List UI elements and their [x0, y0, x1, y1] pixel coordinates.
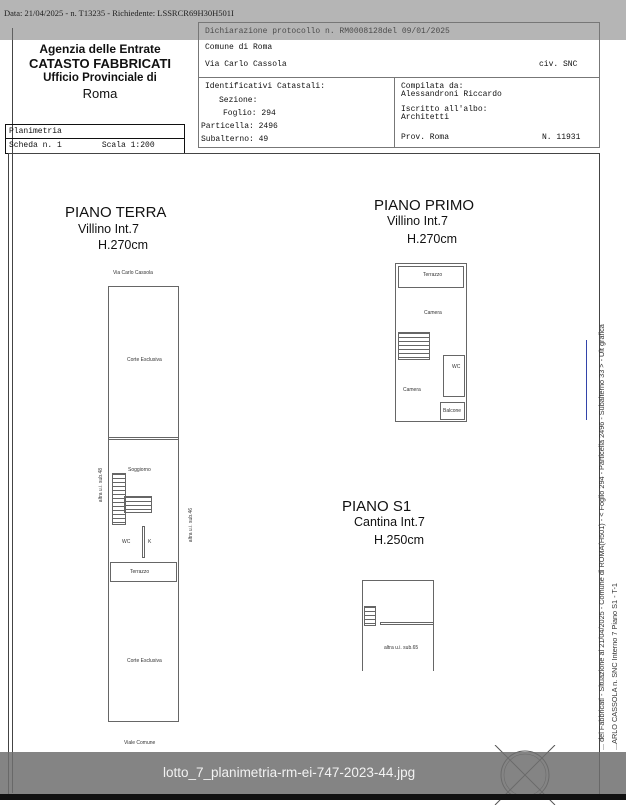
- wall-s1: [380, 622, 434, 625]
- room-corte-1: Corte Esclusiva: [127, 357, 162, 363]
- room-camera-2: Camera: [403, 387, 421, 393]
- declaration-box: [198, 22, 600, 148]
- compilata-label: Compilata da:: [401, 82, 464, 91]
- room-k: K: [148, 539, 152, 545]
- catasto-title: CATASTO FABBRICATI: [28, 56, 172, 72]
- street-bottom-label: Viale Comune: [124, 740, 156, 746]
- piano-terra-title: PIANO TERRA: [65, 204, 167, 221]
- scheda-label: Scheda n. 1: [9, 141, 62, 150]
- subalterno-value: Subalterno: 49: [201, 135, 269, 144]
- piano-primo-title: PIANO PRIMO: [374, 197, 475, 214]
- wall-divider: [108, 437, 179, 440]
- room-terrazzo-primo: Terrazzo: [423, 272, 443, 278]
- comune-label: Comune di Roma: [205, 43, 273, 52]
- side-margin-text-2: ...ARLO CASSOLA n. SNC Interno 7 Piano S1 - T-1: [610, 583, 619, 750]
- header-stamp: Data: 21/04/2025 - n. T13235 - Richiedente: LSSRCR69H30H501I: [4, 8, 234, 18]
- scale-label: Scala 1:200: [101, 141, 155, 150]
- particella-value: Particella: 2496: [201, 122, 278, 131]
- room-balcone: Balcone: [443, 408, 462, 414]
- blue-dimension-line: [586, 340, 587, 420]
- street-top-label: Via Carlo Cassola: [113, 270, 153, 276]
- city-label: Roma: [82, 85, 118, 101]
- image-filename: lotto_7_planimetria-rm-ei-747-2023-44.jpg: [163, 765, 416, 780]
- agency-block: [20, 42, 180, 101]
- province-label: Prov. Roma: [401, 133, 450, 142]
- iscritto-label: Iscritto all'albo:: [401, 105, 488, 114]
- registration-number: N. 11931: [542, 133, 581, 142]
- wc-primo-box: [443, 355, 465, 397]
- side-label-right: altra u.i. sub.46: [188, 508, 194, 543]
- ufficio-label: Ufficio Provinciale di: [43, 71, 157, 84]
- side-margin-text-1: ... dei Fabbricati - Situazione al 21/04/2025 - Comune di ROMA(H501) - < Foglio 294 - Particella 2496 - Subalterno 33 > - Ult grafica: [597, 324, 606, 750]
- room-altra-ui: altra u.i. sub.65: [384, 645, 419, 651]
- identificativi-label: Identificativi Catastali:: [205, 82, 326, 91]
- iscritto-value: Architetti: [401, 113, 450, 122]
- planimetria-box: [5, 124, 185, 154]
- top-overlay: [0, 0, 626, 40]
- side-label-left: altra u.i. sub.48: [98, 468, 104, 503]
- planimetria-title: Planimetria: [6, 125, 184, 139]
- room-soggiorno: Soggiorno: [128, 467, 151, 473]
- agency-name: Agenzia delle Entrate: [39, 42, 161, 56]
- room-corte-2: Corte Esclusiva: [127, 658, 162, 664]
- address-street: Via Carlo Cassola: [205, 60, 287, 69]
- room-terrazzo: Terrazzo: [130, 569, 150, 575]
- room-wc: WC: [122, 539, 131, 545]
- piano-s1-sub: Cantina Int.7: [354, 515, 425, 529]
- address-civ: civ. SNC: [539, 60, 578, 69]
- stair-terra-2: [124, 496, 152, 513]
- room-camera-1: Camera: [424, 310, 442, 316]
- sezione-label: Sezione:: [219, 96, 258, 105]
- piano-terra-sub: Villino Int.7: [78, 222, 139, 236]
- piano-s1-title: PIANO S1: [342, 498, 412, 515]
- piano-s1-height: H.250cm: [374, 533, 425, 547]
- bottom-strip: [0, 794, 626, 800]
- foglio-value: Foglio: 294: [223, 109, 276, 118]
- compilata-name: Alessandroni Riccardo: [401, 90, 502, 99]
- wall-wc: [142, 526, 145, 558]
- stair-primo: [398, 332, 430, 360]
- piano-primo-sub: Villino Int.7: [387, 214, 448, 228]
- room-wc-primo: WC: [452, 364, 461, 370]
- image-caption-bar: [0, 752, 626, 794]
- stair-s1: [364, 606, 376, 626]
- piano-terra-height: H.270cm: [98, 238, 149, 252]
- piano-primo-height: H.270cm: [407, 232, 458, 246]
- drawing-frame: [8, 153, 600, 795]
